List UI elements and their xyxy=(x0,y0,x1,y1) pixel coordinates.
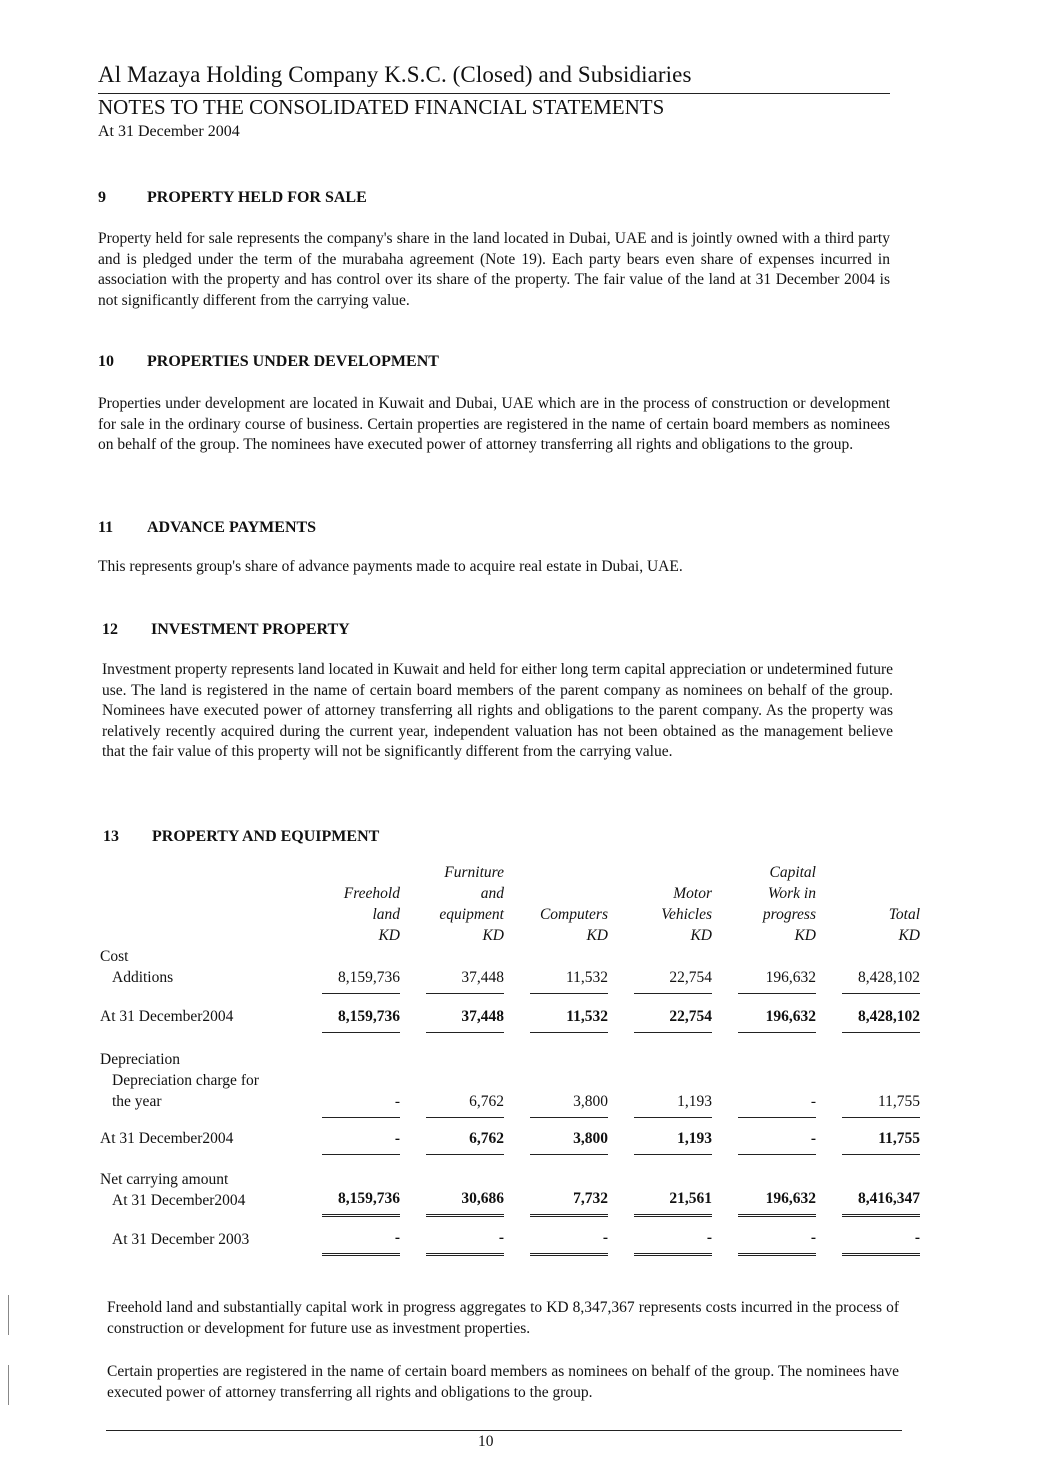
row-label: Cost Additions xyxy=(100,948,174,986)
table-header-row xyxy=(100,862,920,946)
table-cell: 1,193 xyxy=(634,1089,712,1118)
table-cell: - xyxy=(530,1225,608,1256)
column-header: Freehold land KD xyxy=(343,885,400,944)
column-header: Furniture and equipment KD xyxy=(439,864,504,944)
section-number: 13 xyxy=(103,828,119,845)
section-12-heading xyxy=(102,621,350,639)
table-cell: 196,632 xyxy=(738,965,816,994)
section-title: PROPERTIES UNDER DEVELOPMENT xyxy=(147,353,439,370)
table-cell: - xyxy=(322,1089,400,1118)
table-cell: 3,800 xyxy=(530,1089,608,1118)
row-label: At 31 December2004 xyxy=(100,1130,234,1147)
margin-mark xyxy=(8,1365,9,1405)
section-title: INVESTMENT PROPERTY xyxy=(151,621,350,638)
table-cell: - xyxy=(634,1225,712,1256)
table-row xyxy=(100,994,920,1033)
header-rule xyxy=(98,93,890,94)
table-cell: 3,800 xyxy=(530,1126,608,1155)
table-cell: 7,732 xyxy=(530,1186,608,1217)
table-cell: 11,532 xyxy=(530,965,608,994)
table-cell: 8,416,347 xyxy=(842,1186,920,1217)
table-cell: 21,561 xyxy=(634,1186,712,1217)
table-cell: - xyxy=(842,1225,920,1256)
footnote-1: Freehold land and substantially capital work in progress aggregates to KD 8,347,367 represents costs incurred in the process of construction or development for future use as investment properties. xyxy=(107,1299,899,1337)
notes-title: NOTES TO THE CONSOLIDATED FINANCIAL STATEMENTS xyxy=(98,95,665,119)
column-header: Total KD xyxy=(888,906,920,944)
table-cell: 8,159,736 xyxy=(322,1186,400,1217)
table-cell: 8,428,102 xyxy=(842,965,920,994)
row-label: At 31 December 2003 xyxy=(112,1231,250,1248)
table-cell: 8,428,102 xyxy=(842,1004,920,1033)
section-number: 11 xyxy=(98,519,114,536)
table-row xyxy=(100,1118,920,1155)
section-title: ADVANCE PAYMENTS xyxy=(147,519,317,536)
section-12-body: Investment property represents land located in Kuwait and held for either long term capital appreciation or undetermined future use. The land is registered in the name of certain board members of the parent company as nominees on behalf of the group. Nominees have executed power of attorney transferring all rights and obligations to the parent company. As the property was relatively recently acquired during the current year, independent valuation has not been obtained as the management believe that the fair value of this property will not be significantly different from the carrying value. xyxy=(102,661,893,760)
section-9-body: Property held for sale represents the company's share in the land located in Dubai, UAE and is jointly owned with a third party and is pledged under the term of the murabaha agreement (Note 19). Each party bears even share of expenses incurred in association with the property and has control over its share of the property. The fair value of the land at 31 December 2004 is not significantly different from the carrying value. xyxy=(98,230,890,309)
table-cell: 196,632 xyxy=(738,1004,816,1033)
header-spacer xyxy=(100,862,296,946)
table-row xyxy=(100,946,920,994)
row-label: Depreciation Depreciation charge for the year xyxy=(100,1051,259,1110)
table-cell: 37,448 xyxy=(426,965,504,994)
table-cell: - xyxy=(738,1126,816,1155)
column-header: Computers KD xyxy=(539,906,608,944)
column-header: Capital Work in progress KD xyxy=(762,864,816,944)
table-cell: - xyxy=(322,1225,400,1256)
table-cell: 37,448 xyxy=(426,1004,504,1033)
table-cell: - xyxy=(738,1225,816,1256)
table-cell: 22,754 xyxy=(634,965,712,994)
section-13-heading xyxy=(103,828,379,846)
table-cell: 22,754 xyxy=(634,1004,712,1033)
table-cell: 11,755 xyxy=(842,1126,920,1155)
table-cell: - xyxy=(738,1089,816,1118)
footnote-2: Certain properties are registered in the name of certain board members as nominees on behalf of the group. The nominees have executed power of attorney transferring all rights and obligations to the group. xyxy=(107,1363,899,1401)
section-title: PROPERTY AND EQUIPMENT xyxy=(152,828,380,845)
table-cell: 8,159,736 xyxy=(322,965,400,994)
statement-date: At 31 December 2004 xyxy=(98,123,240,140)
section-10-body: Properties under development are located in Kuwait and Dubai, UAE which are in the process of construction or development for sale in the ordinary course of business. Certain properties are registered in the name of certain board members as nominees on behalf of the group. The nominees have executed power of attorney transferring all rights and obligations to the group. xyxy=(98,395,890,453)
section-9-heading xyxy=(98,189,367,207)
table-cell: 6,762 xyxy=(426,1126,504,1155)
margin-mark xyxy=(8,1295,9,1335)
section-11-body: This represents group's share of advance payments made to acquire real estate in Dubai, UAE. xyxy=(98,558,683,575)
table-cell: - xyxy=(322,1126,400,1155)
table-cell: 11,532 xyxy=(530,1004,608,1033)
row-label: Net carrying amount At 31 December2004 xyxy=(100,1171,246,1209)
table-row xyxy=(100,1217,920,1256)
table-row xyxy=(100,1033,920,1118)
table-cell: 6,762 xyxy=(426,1089,504,1118)
section-title: PROPERTY HELD FOR SALE xyxy=(147,189,367,206)
company-name: Al Mazaya Holding Company K.S.C. (Closed) and Subsidiaries xyxy=(98,62,692,87)
row-label: At 31 December2004 xyxy=(100,1008,234,1025)
table-cell: 1,193 xyxy=(634,1126,712,1155)
page-number: 10 xyxy=(478,1433,494,1450)
table-cell: - xyxy=(426,1225,504,1256)
section-number: 12 xyxy=(102,621,118,638)
property-equipment-table xyxy=(100,862,920,1256)
section-11-heading xyxy=(98,519,316,537)
column-header: Motor Vehicles KD xyxy=(661,885,712,944)
section-10-heading xyxy=(98,353,439,371)
table-cell: 8,159,736 xyxy=(322,1004,400,1033)
section-number: 9 xyxy=(98,189,106,206)
footer-rule xyxy=(106,1430,902,1431)
section-number: 10 xyxy=(98,353,114,370)
table-row xyxy=(100,1155,920,1217)
table-cell: 196,632 xyxy=(738,1186,816,1217)
table-cell: 11,755 xyxy=(842,1089,920,1118)
table-cell: 30,686 xyxy=(426,1186,504,1217)
